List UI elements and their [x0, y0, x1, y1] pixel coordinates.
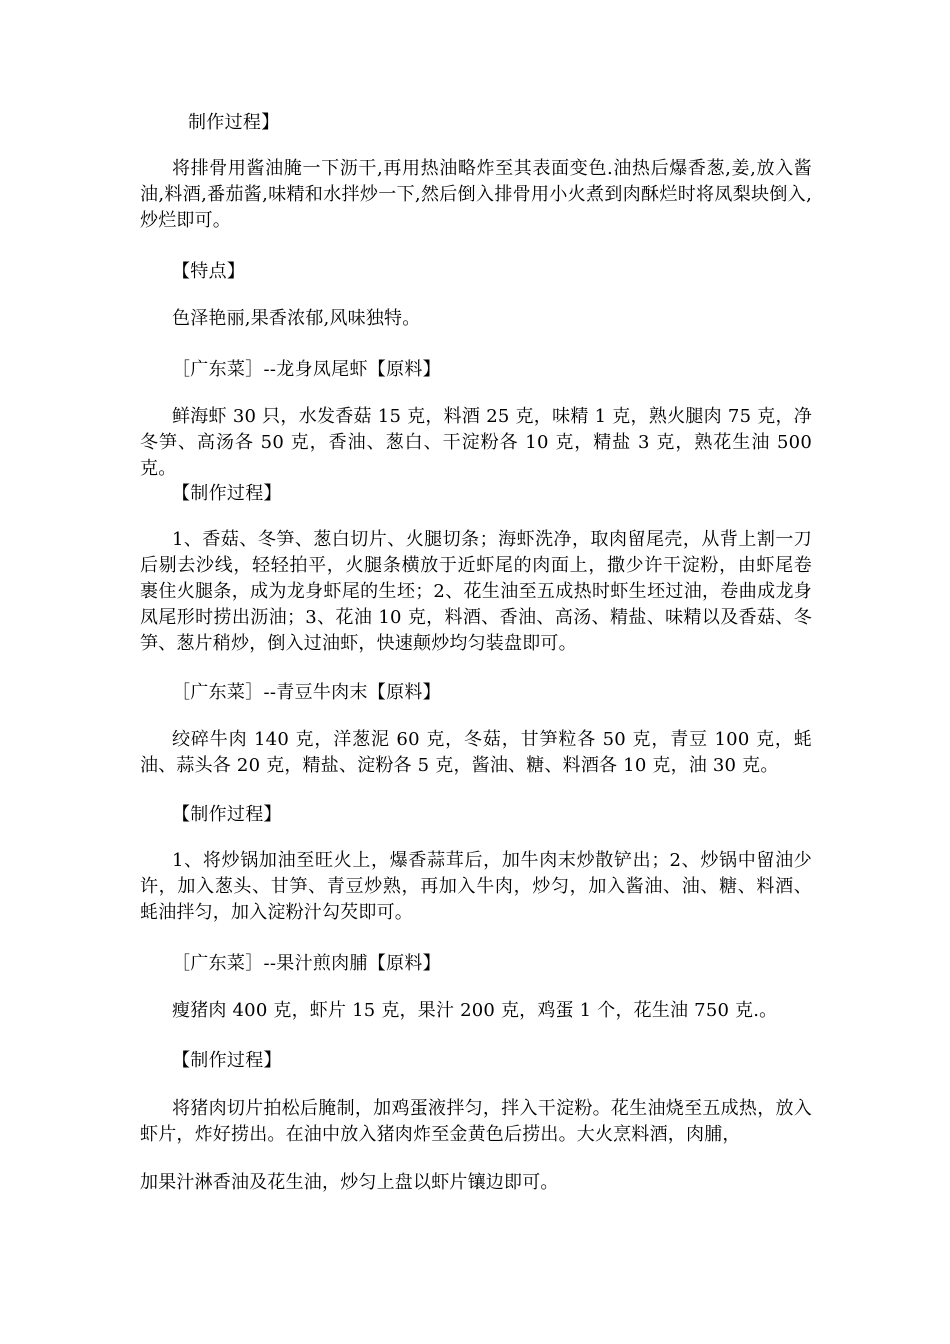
body-paragraph: 色泽艳丽,果香浓郁,风味独特。 [172, 308, 421, 329]
ingredients-paragraph: 绞碎牛肉 140 克，洋葱泥 60 克，冬菇，甘笋粒各 50 克，青豆 100 克，蚝油、蒜头各 20 克，精盐、淀粉各 5 克，酱油、糖、料酒各 10 克，油 30 克。 [140, 729, 812, 776]
section-heading: 【制作过程】 [172, 483, 282, 504]
section-heading: 【制作过程】 [172, 804, 282, 825]
steps-paragraph: 将猪肉切片拍松后腌制，加鸡蛋液拌匀，拌入干淀粉。花生油烧至五成热，放入虾片，炸好捞出。在油中放入猪肉炸至金黄色后捞出。大火烹料酒，肉脯， [140, 1098, 812, 1145]
steps-paragraph-continued: 加果汁淋香油及花生油，炒匀上盘以虾片镶边即可。 [140, 1172, 559, 1193]
section-heading: 制作过程】 [188, 112, 280, 133]
steps-paragraph: 1、香菇、冬笋、葱白切片、火腿切条；海虾洗净，取肉留尾壳，从背上割一刀后剔去沙线，轻轻拍平，火腿条横放于近虾尾的肉面上，撒少许干淀粉，由虾尾卷裹住火腿条，成为龙身虾尾的生坯；2、花生油至五成热时虾生坯过油，卷曲成龙身凤尾形时捞出沥油；3、花油 10 克，料酒、香油、高汤、精盐、味精以及香菇、冬笋、葱片稍炒，倒入过油虾，快速颠炒均匀装盘即可。 [140, 529, 812, 654]
section-heading: 【制作过程】 [172, 1050, 282, 1071]
steps-paragraph: 1、将炒锅加油至旺火上，爆香蒜茸后，加牛肉末炒散铲出；2、炒锅中留油少许，加入葱头、甘笋、青豆炒熟，再加入牛肉，炒匀，加入酱油、油、糖、料酒、蚝油拌匀，加入淀粉汁勾芡即可。 [140, 850, 812, 923]
recipe-title: ［广东菜］--果汁煎肉脯【原料】 [172, 953, 441, 974]
recipe-title: ［广东菜］--青豆牛肉末【原料】 [172, 682, 441, 703]
ingredients-paragraph: 鲜海虾 30 只，水发香菇 15 克，料酒 25 克，味精 1 克，熟火腿肉 75 克，净冬笋、高汤各 50 克，香油、葱白、干淀粉各 10 克，精盐 3 克，熟花生油 500 克。 [140, 406, 812, 479]
section-heading: 【特点】 [172, 261, 246, 282]
body-paragraph: 将排骨用酱油腌一下沥干,再用热油略炸至其表面变色.油热后爆香葱,姜,放入酱油,料酒,番茄酱,味精和水拌炒一下,然后倒入排骨用小火煮到肉酥烂时将凤梨块倒入,炒烂即可。 [140, 158, 812, 231]
recipe-title: ［广东菜］--龙身凤尾虾【原料】 [172, 359, 441, 380]
ingredients-paragraph: 瘦猪肉 400 克，虾片 15 克，果汁 200 克，鸡蛋 1 个，花生油 750 克.。 [172, 1000, 778, 1021]
